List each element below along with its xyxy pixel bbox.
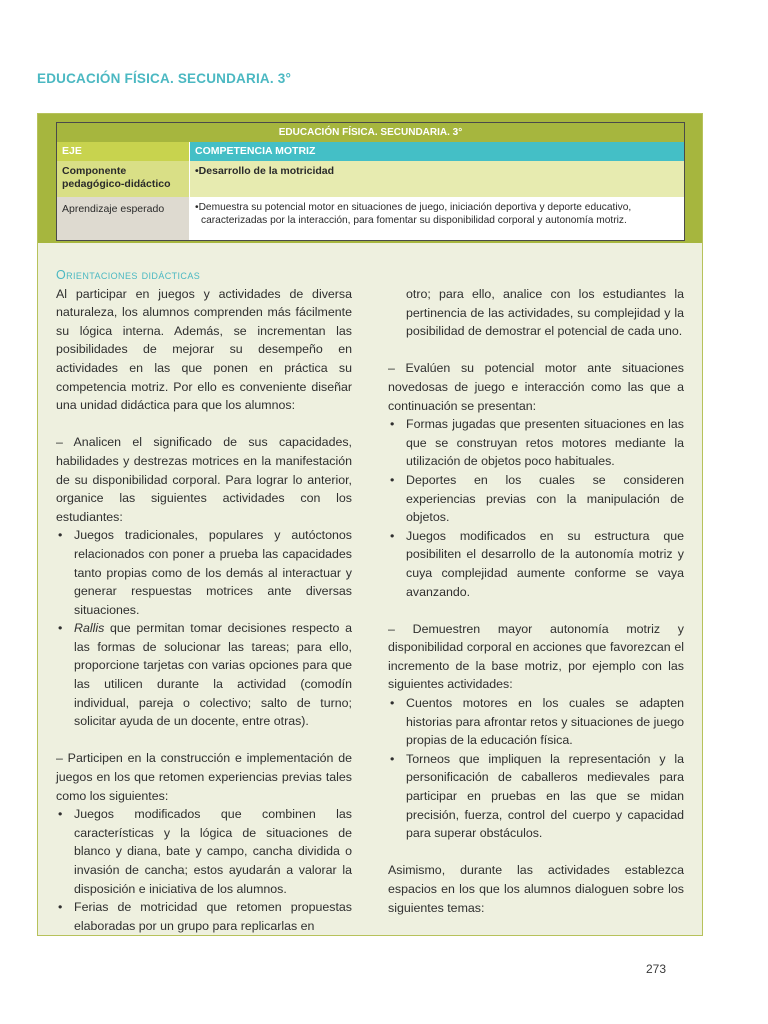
aprendizaje-value <box>190 197 684 240</box>
list-item: • Torneos que impliquen la representación y la personificación de caballeros medievales para participar en pruebas en las que se midan precisión, fuerza, control del cuerpo y capacidad para superar obstáculos. <box>388 750 684 843</box>
aprendizaje-label: Aprendizaje esperado <box>57 197 190 240</box>
analicen-paragraph: – Analicen el significado de sus capacidades, habilidades y destrezas motrices en la manifestación de su disponibilidad corporal. Para lograr lo anterior, organice las siguientes actividades con los estudiantes: <box>56 435 352 524</box>
table-row-eje <box>57 142 684 161</box>
componente-value: •Desarrollo de la motricidad <box>190 161 684 197</box>
eje-value: COMPETENCIA MOTRIZ <box>190 142 684 161</box>
list-item: • Juegos modificados que combinen las características y la lógica de situaciones de blanco y diana, bate y campo, cancha dividida o invasión de cancha; estos ayudarán a valorar la disposición e iniciativa de los alumnos. <box>56 805 352 898</box>
page-number: 273 <box>646 962 667 976</box>
table-row-aprendizaje <box>57 197 684 240</box>
demuestren-paragraph: – Demuestren mayor autonomía motriz y disponibilidad corporal en acciones que favorezcan el incremento de la base motriz, por ejemplo con las siguientes actividades: <box>388 621 684 692</box>
aprendizaje-line-1: •Demuestra su potencial motor en situaciones de juego, iniciación deportiva y deporte educativo, <box>195 202 632 213</box>
participen-paragraph: – Participen en la construcción e implementación de juegos en los que retomen experiencias previas tales como los siguientes: <box>56 751 352 803</box>
intro-paragraph: Al participar en juegos y actividades de diversa naturaleza, los alumnos comprenden más fácilmente su lógica interna. Además, se incrementan las posibilidades de mejorar su desempeño en actividades en las que ponen en práctica su competencia motriz. Por ello es conveniente diseñar una unidad didáctica para que los alumnos: <box>56 286 352 413</box>
right-column <box>388 285 684 917</box>
analicen-list <box>56 526 352 731</box>
list-item: • Ferias de motricidad que retomen propuestas elaboradas por un grupo para replicarlas en <box>56 898 352 935</box>
list-item: • Deportes en los cuales se consideren experiencias previas con la manipulación de objetos. <box>388 471 684 527</box>
table-title: EDUCACIÓN FÍSICA. SECUNDARIA. 3° <box>57 123 684 142</box>
continued-list-text: otro; para ello, analice con los estudiantes la pertinencia de las actividades, su complejidad y la posibilidad de demostrar el potencial de cada uno. <box>406 287 684 339</box>
list-item <box>56 619 352 731</box>
asimismo-paragraph: Asimismo, durante las actividades establezca espacios en los que los alumnos dialoguen sobre los siguientes temas: <box>388 863 684 915</box>
curriculum-table <box>56 122 685 241</box>
evaluen-list <box>388 415 684 601</box>
list-item: • Juegos tradicionales, populares y autóctonos relacionados con poner a prueba las capacidades tanto propias como de los demás al interactuar y generar respuestas motrices ante diversas situaciones. <box>56 526 352 619</box>
participen-list <box>56 805 352 935</box>
table-row-componente <box>57 161 684 197</box>
left-column <box>56 266 352 935</box>
list-item: • Juegos modificados en su estructura que posibiliten el desarrollo de la autonomía motriz y cuya complejidad aumente conforme se vaya avanzando. <box>388 527 684 601</box>
list-item: • Formas jugadas que presenten situaciones en las que se construyan retos motores mediante la utilización de objetos poco habituales. <box>388 415 684 471</box>
evaluen-paragraph: – Evalúen su potencial motor ante situaciones novedosas de juego e interacción como las que a continuación se presentan: <box>388 361 684 413</box>
list-item: • Cuentos motores en los cuales se adapten historias para afrontar retos y situaciones de juego propias de la educación física. <box>388 694 684 750</box>
page-title: EDUCACIÓN FÍSICA. SECUNDARIA. 3° <box>37 71 292 86</box>
demuestren-list <box>388 694 684 843</box>
aprendizaje-line-2: caracterizadas por la interacción, para fomentar su disponibilidad corporal y autonomía motriz. <box>201 215 627 226</box>
eje-label: EJE <box>57 142 190 161</box>
list-item-text: que permitan tomar decisiones respecto a las formas de solucionar las tareas; para ello, proporcione tarjetas con varias opciones para que las utilicen durante la actividad (comodín individual, pareja o colectivo; salto de turno; solicitar ayuda de un docente, entre otras). <box>74 621 352 729</box>
rallis-term: Rallis <box>74 621 105 636</box>
section-title: Orientaciones didácticas <box>56 268 201 282</box>
componente-label: Componente pedagógico-didáctico <box>57 161 190 197</box>
